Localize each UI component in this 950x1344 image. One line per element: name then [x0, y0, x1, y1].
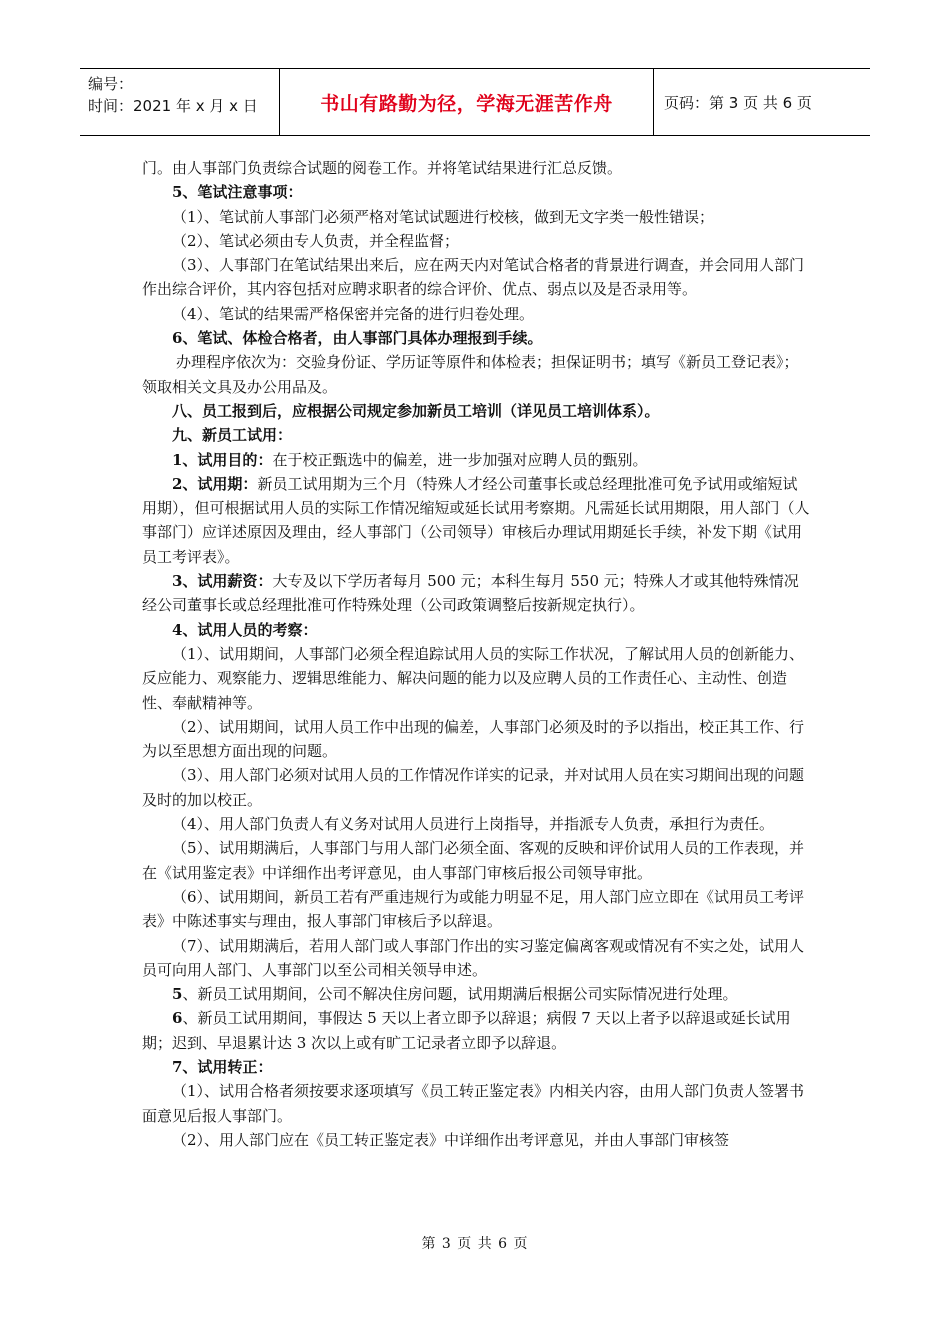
section-heading: 4、试用人员的考察：	[172, 620, 318, 639]
header-meta	[80, 69, 280, 135]
page-header	[80, 68, 870, 136]
paragraph: （1）、试用合格者须按要求逐项填写《员工转正鉴定表》内相关内容，由用人部门负责人签署书面意见后报人事部门。	[142, 1082, 805, 1125]
section-heading: 6、笔试、体检合格者，由人事部门具体办理报到手续。	[172, 329, 543, 348]
paragraph: （2）、试用期间，试用人员工作中出现的偏差，人事部门必须及时的予以指出，校正其工作、行为以至思想方面出现的问题。	[142, 717, 805, 761]
header-page-label: 页码：第 3 页 共 6 页	[664, 93, 812, 112]
section-heading: 5、笔试注意事项：	[172, 183, 303, 202]
item-number: 6	[172, 1009, 183, 1028]
paragraph	[142, 1006, 812, 1055]
paragraph: 办理程序依次为：交验身份证、学历证等原件和体检表；担保证明书；填写《新员工登记表》；领取相关文具及办公用品及。	[142, 353, 799, 396]
paragraph: （2）、笔试必须由专人负责，并全程监督；	[172, 231, 460, 250]
document-body	[142, 156, 812, 1152]
document-date-label: 时间：2021 年 x 月 x 日	[88, 97, 258, 115]
paragraph	[142, 472, 812, 569]
item-label: 2、试用期：	[172, 474, 258, 493]
section-heading: 7、试用转正：	[172, 1057, 273, 1076]
item-number: 5	[172, 985, 183, 1004]
document-number-label: 编号：	[88, 75, 134, 93]
paragraph: 门。由人事部门负责综合试题的阅卷工作。并将笔试结果进行汇总反馈。	[142, 159, 623, 177]
paragraph: （3）、人事部门在笔试结果出来后，应在两天内对笔试合格者的背景进行调查，并会同用人部门作出综合评价，其内容包括对应聘求职者的综合评价、优点、弱点以及是否录用等。	[142, 256, 805, 299]
paragraph: （4）、笔试的结果需严格保密并完备的进行归卷处理。	[172, 304, 535, 323]
paragraph: （1）、笔试前人事部门必须严格对笔试试题进行校核，做到无文字类一般性错误；	[172, 207, 715, 226]
paragraph: （3）、用人部门必须对试用人员的工作情况作详实的记录，并对试用人员在实习期间出现的问题及时的加以校正。	[142, 766, 805, 809]
header-motto: 书山有路勤为径，学海无涯苦作舟	[280, 69, 654, 135]
item-text: 大专及以下学历者每月 500 元；本科生每月 550 元；特殊人才或其他特殊情况经公司董事长或总经理批准可作特殊处理（公司政策调整后按新规定执行）。	[142, 572, 799, 615]
paragraph: （4）、用人部门负责人有义务对试用人员进行上岗指导，并指派专人负责，承担行为责任。	[172, 815, 775, 834]
item-text: 、新员工试用期间，公司不解决住房问题，试用期满后根据公司实际情况进行处理。	[182, 985, 738, 1004]
paragraph: （5）、试用期满后，人事部门与用人部门必须全面、客观的反映和评价试用人员的工作表现，并在《试用鉴定表》中详细作出考评意见，由人事部门审核后报公司领导审批。	[142, 839, 805, 882]
item-text: 在于校正甄选中的偏差，进一步加强对应聘人员的甄别。	[272, 450, 648, 469]
item-text: 新员工试用期为三个月（特殊人才经公司董事长或总经理批准可免予试用或缩短试用期），但可根据试用人员的实际工作情况缩短或延长试用考察期。凡需延长试用期限，用人部门（人事部门）应详述原因及理由，经人事部门（公司领导）审核后办理试用期延长手续，补发下期《试用员工考评表》。	[142, 474, 810, 566]
paragraph: （2）、用人部门应在《员工转正鉴定表》中详细作出考评意见，并由人事部门审核签	[172, 1130, 730, 1149]
paragraph: （7）、试用期满后，若用人部门或人事部门作出的实习鉴定偏离客观或情况有不实之处，试用人员可向用人部门、人事部门以至公司相关领导申述。	[142, 936, 805, 979]
item-label: 1、试用目的：	[172, 450, 273, 469]
paragraph	[142, 448, 812, 472]
section-heading: 九、新员工试用：	[172, 426, 293, 445]
item-text: 、新员工试用期间，事假达 5 天以上者立即予以辞退；病假 7 天以上者予以辞退或延长试用期；迟到、早退累计达 3 次以上或有旷工记录者立即予以辞退。	[142, 1009, 791, 1052]
section-heading: 八、员工报到后，应根据公司规定参加新员工培训（详见员工培训体系）。	[172, 401, 660, 420]
paragraph	[142, 569, 812, 618]
paragraph: （6）、试用期间，新员工若有严重违规行为或能力明显不足，用人部门应立即在《试用员工考评表》中陈述事实与理由，报人事部门审核后予以辞退。	[142, 887, 805, 931]
item-label: 3、试用薪资：	[172, 572, 273, 591]
page-footer: 第 3 页 共 6 页	[421, 1236, 529, 1252]
paragraph	[142, 982, 812, 1006]
paragraph: （1）、试用期间，人事部门必须全程追踪试用人员的实际工作状况，了解试用人员的创新能力、反应能力、观察能力、逻辑思维能力、解决问题的能力以及应聘人员的工作责任心、主动性、创造性、奉献精神等。	[142, 644, 805, 712]
